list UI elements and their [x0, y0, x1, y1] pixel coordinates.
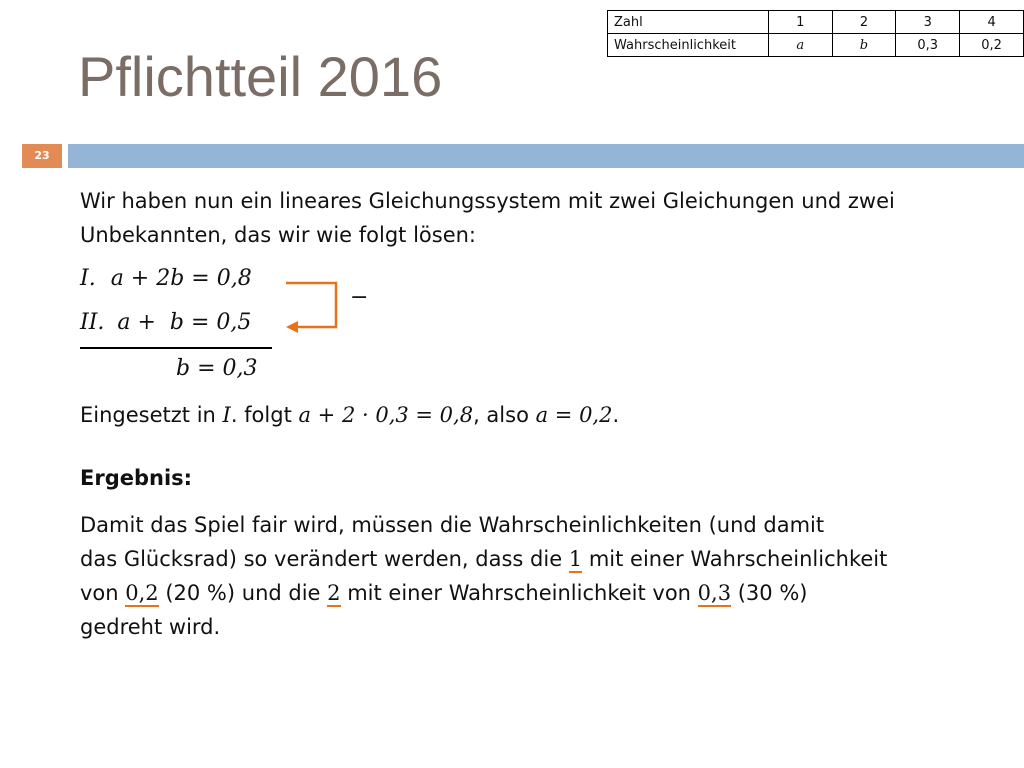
- equation-2-body: a + b = 0,5: [117, 310, 252, 335]
- equation-3: [176, 356, 258, 381]
- table-cell: 4: [960, 11, 1024, 34]
- result-text: mit einer Wahrscheinlichkeit: [582, 547, 888, 571]
- table-row: [608, 34, 1024, 57]
- substitution-sep: , also: [473, 403, 536, 427]
- table-cell: Zahl: [608, 11, 769, 34]
- substitution-mid: . folgt: [230, 403, 299, 427]
- table-cell: 1: [768, 11, 832, 34]
- table-cell: 3: [896, 11, 960, 34]
- substitution-end: .: [612, 403, 620, 427]
- result-text: (30 %): [731, 581, 808, 605]
- result-line-4: gedreht wird.: [80, 615, 221, 639]
- header-bar: [68, 144, 1024, 168]
- result-text: von: [80, 581, 126, 605]
- highlighted-probability: 0,2: [125, 581, 159, 605]
- minus-operator: −: [350, 285, 369, 310]
- table-cell: 2: [832, 11, 896, 34]
- sum-divider: [80, 347, 272, 349]
- table-cell: 0,3: [896, 34, 960, 57]
- substitution-ref: I: [222, 403, 231, 427]
- substitution-expr-2: a = 0,2: [535, 403, 613, 427]
- highlighted-probability: 0,3: [697, 581, 732, 605]
- substitution-prefix: Eingesetzt in: [80, 403, 223, 427]
- result-text: mit einer Wahrscheinlichkeit von: [340, 581, 698, 605]
- result-heading: Ergebnis:: [80, 466, 193, 490]
- result-line-2: [80, 542, 887, 576]
- highlighted-number: 1: [568, 547, 583, 571]
- equation-2: [80, 310, 251, 335]
- result-text: das Glücksrad) so verändert werden, dass die: [80, 547, 569, 571]
- slide-title: Pflichtteil 2016: [78, 45, 443, 108]
- table-cell: 0,2: [960, 34, 1024, 57]
- equation-1-body: a + 2b = 0,8: [110, 266, 252, 291]
- table-cell: a: [768, 34, 832, 57]
- result-text: (20 %) und die: [158, 581, 328, 605]
- equation-2-label: II.: [80, 310, 105, 335]
- subtraction-arrow-icon: [280, 275, 350, 335]
- substitution-line: [80, 398, 619, 432]
- substitution-expr-1: a + 2 · 0,3 = 0,8: [298, 403, 474, 427]
- table-cell: b: [832, 34, 896, 57]
- equation-1-label: I.: [80, 266, 96, 291]
- table-cell: Wahrscheinlichkeit: [608, 34, 769, 57]
- highlighted-number: 2: [327, 581, 341, 605]
- equation-1: [80, 266, 252, 291]
- result-line-1: Damit das Spiel fair wird, müssen die Wahrscheinlichkeiten (und damit: [80, 513, 825, 537]
- equation-3-body: b = 0,3: [176, 356, 258, 381]
- probability-table: [607, 10, 1024, 57]
- slide-number: 23: [22, 144, 62, 168]
- intro-line-1: Wir haben nun ein lineares Gleichungssystem mit zwei Gleichungen und zwei: [80, 189, 895, 213]
- table-row: [608, 11, 1024, 34]
- intro-line-2: Unbekannten, das wir wie folgt lösen:: [80, 223, 477, 247]
- result-line-3: [80, 576, 807, 610]
